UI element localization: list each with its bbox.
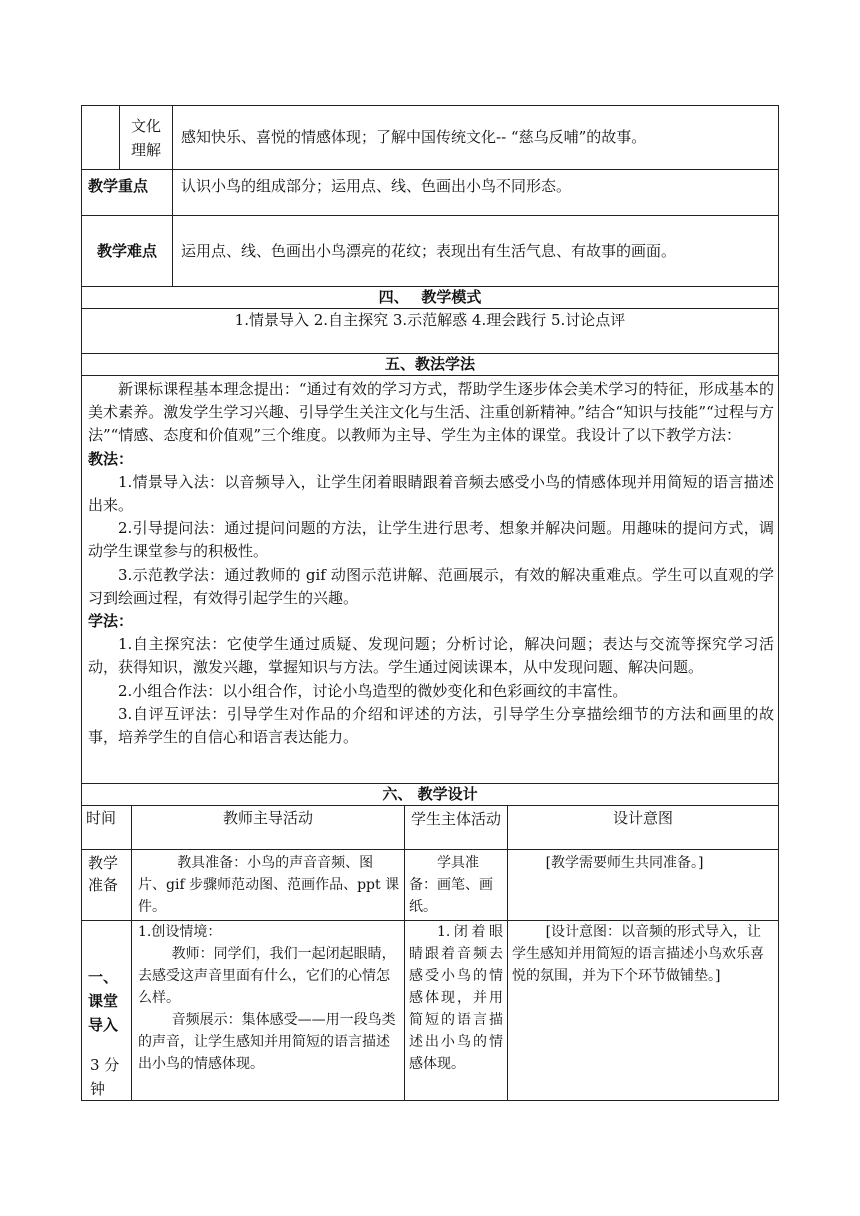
blank-cell: [82, 106, 120, 169]
section5-body: [82, 376, 778, 783]
difficulties-label: 教学难点: [82, 216, 173, 286]
design-header-row: [81, 806, 779, 850]
prep-teacher: 教具准备：小鸟的声音音频、图片、gif 步骤师范动图、范画作品、ppt 课件。: [132, 850, 405, 920]
intro-row: [81, 921, 779, 1101]
key-points-label: 教学重点: [82, 170, 173, 215]
header-intent: 设计意图: [612, 809, 673, 827]
section4-title: 四、 教学模式: [378, 288, 482, 306]
culture-label: 文化 理解: [120, 106, 173, 169]
learn-label: 学法：: [88, 612, 134, 631]
section5-title: 五、教法学法: [384, 355, 475, 373]
teach-label: 教法：: [88, 449, 134, 468]
intro-time-duration: 3 分钟: [90, 1056, 120, 1098]
intro-student: 1.闭着眼睛跟着音频去感受小鸟的情感体现，并用简短的语言描述出小鸟的情感体现。: [405, 921, 508, 1100]
teach-item: 3.示范教学法：通过教师的 gif 动图示范讲解、范画展示，有效的解决重难点。学生可以直观的学习到绘画过程，有效得引起学生的兴趣。: [88, 565, 774, 607]
difficulties-text: 运用点、线、色画出小鸟漂亮的花纹；表现出有生活气息、有故事的画面。: [181, 241, 677, 260]
section5-title-row: [81, 354, 779, 376]
lesson-plan-table: [81, 105, 779, 1101]
section4-content: 1.情景导入 2.自主探究 3.示范解惑 4.理会践行 5.讨论点评: [234, 311, 626, 329]
key-points-row: [81, 170, 779, 216]
intro-teacher: [132, 921, 405, 1100]
intro-intent: [设计意图：以音频的形式导入，让学生感知并用简短的语言描述小鸟欢乐喜悦的氛围，并为下个环节做铺垫。]: [512, 924, 764, 984]
key-points-text: 认识小鸟的组成部分；运用点、线、色画出小鸟不同形态。: [181, 177, 572, 195]
prep-intent: [教学需要师生共同准备。]: [545, 855, 704, 871]
header-time: 时间: [82, 806, 132, 849]
intro-teacher-line: 音频展示：集体感受——用一段鸟类的声音，让学生感知并用简短的语言描述出小鸟的情感体现。: [138, 1012, 396, 1072]
header-teacher: 教师主导活动: [132, 806, 405, 849]
section5-intro: 新课标课程基本理念提出：“通过有效的学习方式，帮助学生逐步体会美术学习的特征，形成基本的美术素养。激发学生学习兴趣、引导学生关注文化与生活、注重创新精神。”结合“知识与技能”“过程与方法”“情感、态度和价值观”三个维度。以教师为主导、学生为主体的课堂。我设计了以下教学方法：: [88, 380, 774, 445]
section6-title: 六、 教学设计: [382, 785, 478, 803]
header-student: 学生主体活动: [405, 806, 508, 849]
prep-row: [81, 850, 779, 921]
section4-content-row: [81, 309, 779, 354]
prep-student: 学具准备：画笔、画纸。: [405, 850, 508, 920]
section6-title-row: [81, 784, 779, 806]
learn-item: 1.自主探究法：它使学生通过质疑、发现问题；分析讨论，解决问题；表达与交流等探究学习活动，获得知识，激发兴趣，掌握知识与方法。学生通过阅读课本，从中发现问题、解决问题。: [88, 635, 774, 677]
teach-item: 2.引导提问法：通过提问问题的方法，让学生进行思考、想象并解决问题。用趣味的提问方式，调动学生课堂参与的积极性。: [88, 519, 774, 561]
section5-body-row: [81, 376, 779, 784]
teach-item: 1.情景导入法：以音频导入，让学生闭着眼睛跟着音频去感受小鸟的情感体现并用简短的语言描述出来。: [88, 472, 774, 515]
intro-teacher-line: 1.创设情境：: [138, 924, 222, 940]
prep-time: 教学准备: [82, 850, 132, 920]
intro-teacher-line: 教师：同学们，我们一起闭起眼睛，去感受这声音里面有什么，它们的心情怎么样。: [138, 946, 396, 1006]
culture-text: 感知快乐、喜悦的情感体现；了解中国传统文化-- “慈乌反哺”的故事。: [181, 128, 647, 146]
culture-row: [81, 105, 779, 170]
section4-title-row: [81, 287, 779, 309]
intro-time-title: 一、课堂导入: [88, 968, 119, 1034]
intro-time: [82, 921, 132, 1100]
difficulties-row: [81, 216, 779, 287]
learn-item: 2.小组合作法：以小组合作，讨论小鸟造型的微妙变化和色彩画纹的丰富性。: [118, 681, 628, 700]
learn-item: 3.自评互评法：引导学生对作品的介绍和评述的方法，引导学生分享描绘细节的方法和画里的故事，培养学生的自信心和语言表达能力。: [88, 704, 774, 747]
